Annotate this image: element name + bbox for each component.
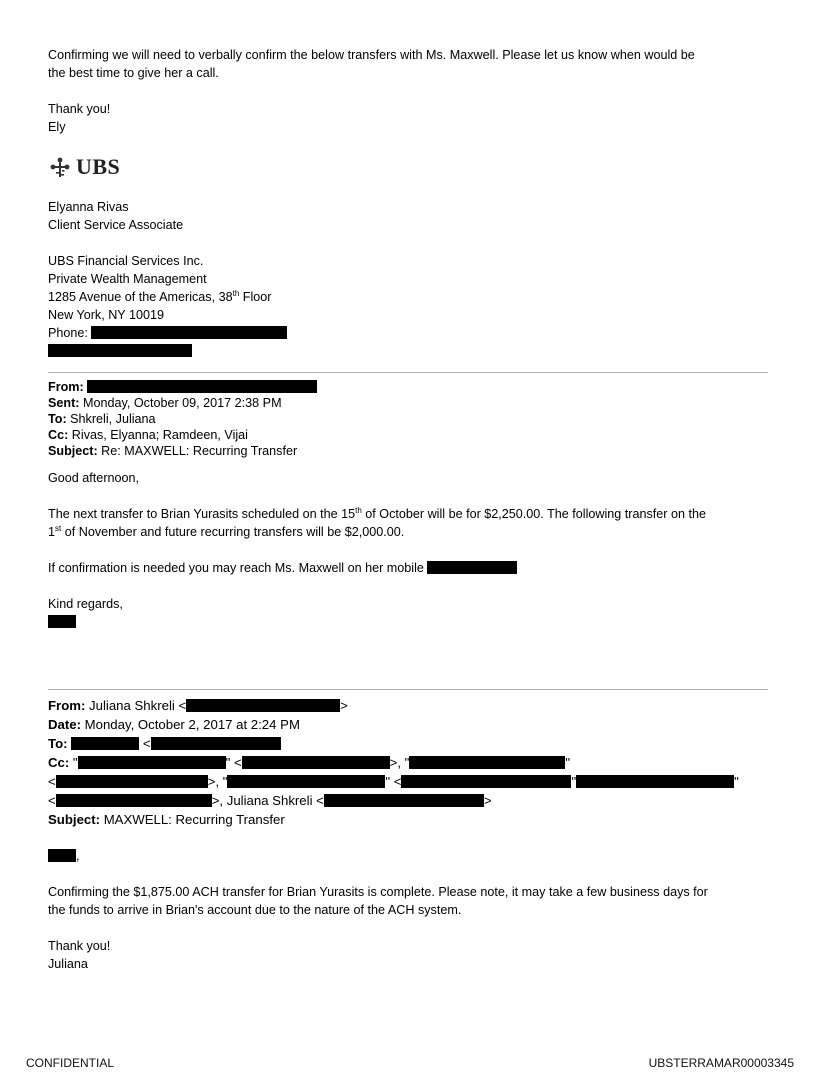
email3-para-line2: the funds to arrive in Brian's account due to the nature of the ACH system.	[48, 903, 462, 917]
email2-to: To: Shkreli, Juliana	[48, 412, 156, 426]
email3-date: Date: Monday, October 2, 2017 at 2:24 PM	[48, 717, 300, 732]
email3-cc-line2: < >, " " < " "	[48, 774, 739, 789]
email1-signoff: Ely	[48, 120, 66, 134]
email1-body-line2: the best time to give her a call.	[48, 66, 219, 80]
redaction-block	[242, 756, 390, 769]
redaction-block	[576, 775, 734, 788]
signature-city: New York, NY 10019	[48, 308, 164, 322]
signature-phone: Phone:	[48, 324, 768, 342]
email2-cc: Cc: Rivas, Elyanna; Ramdeen, Vijai	[48, 428, 248, 442]
redaction-block	[71, 737, 139, 750]
redaction-block	[56, 775, 208, 788]
email3-from: From: Juliana Shkreli < >	[48, 698, 348, 713]
email3-cc-line1: Cc: " " < >, " "	[48, 755, 571, 770]
email2-closing: Kind regards,	[48, 597, 123, 611]
redaction-block	[56, 794, 212, 807]
email3-thanks: Thank you!	[48, 939, 111, 953]
email3-greeting: ,	[48, 847, 768, 865]
email1-body-line1: Confirming we will need to verbally confirm the below transfers with Ms. Maxwell. Please let us know when would be	[48, 48, 695, 62]
email3-to: To: <	[48, 734, 768, 753]
separator-rule	[48, 372, 768, 373]
ubs-keys-icon	[48, 155, 72, 179]
email2-para1-line2: 1st of November and future recurring transfers will be $2,000.00.	[48, 523, 405, 539]
email1-thanks: Thank you!	[48, 102, 111, 116]
redaction-block	[87, 380, 317, 393]
email2-sent: Sent: Monday, October 09, 2017 2:38 PM	[48, 396, 282, 410]
signature-name: Elyanna Rivas	[48, 200, 129, 214]
email2-para2: If confirmation is needed you may reach Ms. Maxwell on her mobile	[48, 559, 768, 577]
redaction-block	[227, 775, 385, 788]
email2-from: From:	[48, 379, 768, 395]
redaction-block	[91, 326, 287, 339]
email3-subject: Subject: MAXWELL: Recurring Transfer	[48, 812, 285, 827]
redaction-block	[48, 344, 192, 357]
signature-redacted-line	[48, 342, 768, 360]
signature-company: UBS Financial Services Inc.	[48, 254, 204, 268]
email3-para-line1: Confirming the $1,875.00 ACH transfer for Brian Yurasits is complete. Please note, it may take a few business days for	[48, 885, 708, 899]
email2-header	[48, 379, 768, 459]
signature-division: Private Wealth Management	[48, 272, 207, 286]
email2-subject: Subject: Re: MAXWELL: Recurring Transfer	[48, 444, 298, 458]
ubs-logo	[48, 150, 768, 184]
email2-greeting: Good afternoon,	[48, 471, 140, 485]
redaction-block	[324, 794, 484, 807]
separator-rule	[48, 689, 768, 690]
ubs-logo-text: UBS	[76, 154, 121, 179]
signature-address: 1285 Avenue of the Americas, 38th Floor	[48, 288, 272, 304]
email3-header	[48, 696, 768, 829]
signature-title: Client Service Associate	[48, 218, 184, 232]
redaction-block	[151, 737, 281, 750]
redaction-block	[409, 756, 565, 769]
email3-signoff: Juliana	[48, 957, 88, 971]
email2-para1-line1: The next transfer to Brian Yurasits scheduled on the 15th of October will be for $2,250.00. The following transfer on the	[48, 505, 706, 521]
redaction-block	[78, 756, 226, 769]
redaction-block	[48, 849, 76, 862]
footer-bates-number: UBSTERRAMAR00003345	[648, 1056, 794, 1070]
redaction-block	[427, 561, 517, 574]
footer-confidential: CONFIDENTIAL	[26, 1056, 115, 1070]
email2-signoff	[48, 613, 768, 631]
email3-cc-line3: < >, Juliana Shkreli < >	[48, 793, 492, 808]
redaction-block	[48, 615, 76, 628]
redaction-block	[186, 699, 340, 712]
redaction-block	[401, 775, 571, 788]
document-page	[48, 46, 768, 973]
